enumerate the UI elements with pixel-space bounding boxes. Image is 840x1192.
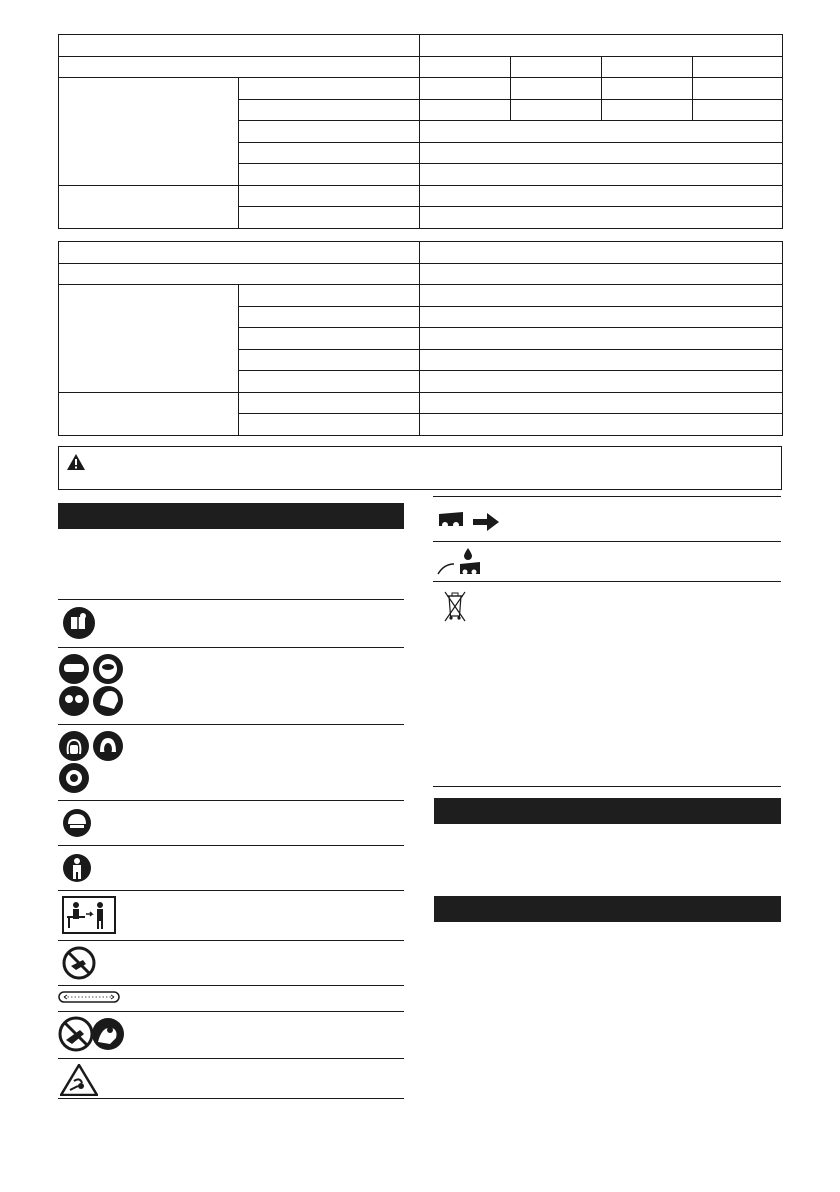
spec-table-2 <box>58 241 783 436</box>
kickback-warning-icon <box>60 1064 98 1096</box>
table-row <box>59 78 783 100</box>
divider <box>433 786 781 787</box>
table-row <box>59 242 783 264</box>
spec-table-1 <box>58 34 783 229</box>
table-row <box>59 285 783 307</box>
guide-bar-length-icon <box>58 990 120 1004</box>
table-row <box>59 56 783 78</box>
divider <box>433 541 781 542</box>
no-one-handed-icon <box>62 946 96 980</box>
no-contact-icon <box>58 1016 128 1052</box>
read-manual-icon <box>62 606 96 640</box>
eye-protection-icons <box>58 653 128 717</box>
warning-triangle-icon <box>67 454 85 470</box>
section-header-bar <box>434 896 781 922</box>
table-row <box>59 35 783 57</box>
divider <box>58 890 404 891</box>
divider <box>58 1098 404 1099</box>
warning-box <box>58 446 782 490</box>
section-header-bar <box>434 798 781 824</box>
symbols-section-header <box>58 503 404 529</box>
competent-person-icon <box>62 896 116 934</box>
protective-clothing-icon <box>62 853 92 883</box>
divider <box>58 845 404 846</box>
divider <box>433 496 781 497</box>
table-row <box>59 263 783 285</box>
divider <box>58 599 404 600</box>
divider <box>58 647 404 648</box>
divider <box>58 1011 404 1012</box>
divider <box>58 800 404 801</box>
weee-bin-icon <box>444 590 466 622</box>
oil-fill-icon <box>434 546 484 578</box>
table-row <box>59 392 783 414</box>
divider <box>58 1058 404 1059</box>
divider <box>58 724 404 725</box>
divider <box>58 985 404 986</box>
chain-direction-icon <box>437 510 501 532</box>
divider <box>433 581 781 582</box>
helmet-icon <box>62 808 92 838</box>
ear-protection-icons <box>58 730 128 794</box>
table-row <box>59 185 783 207</box>
divider <box>58 940 404 941</box>
